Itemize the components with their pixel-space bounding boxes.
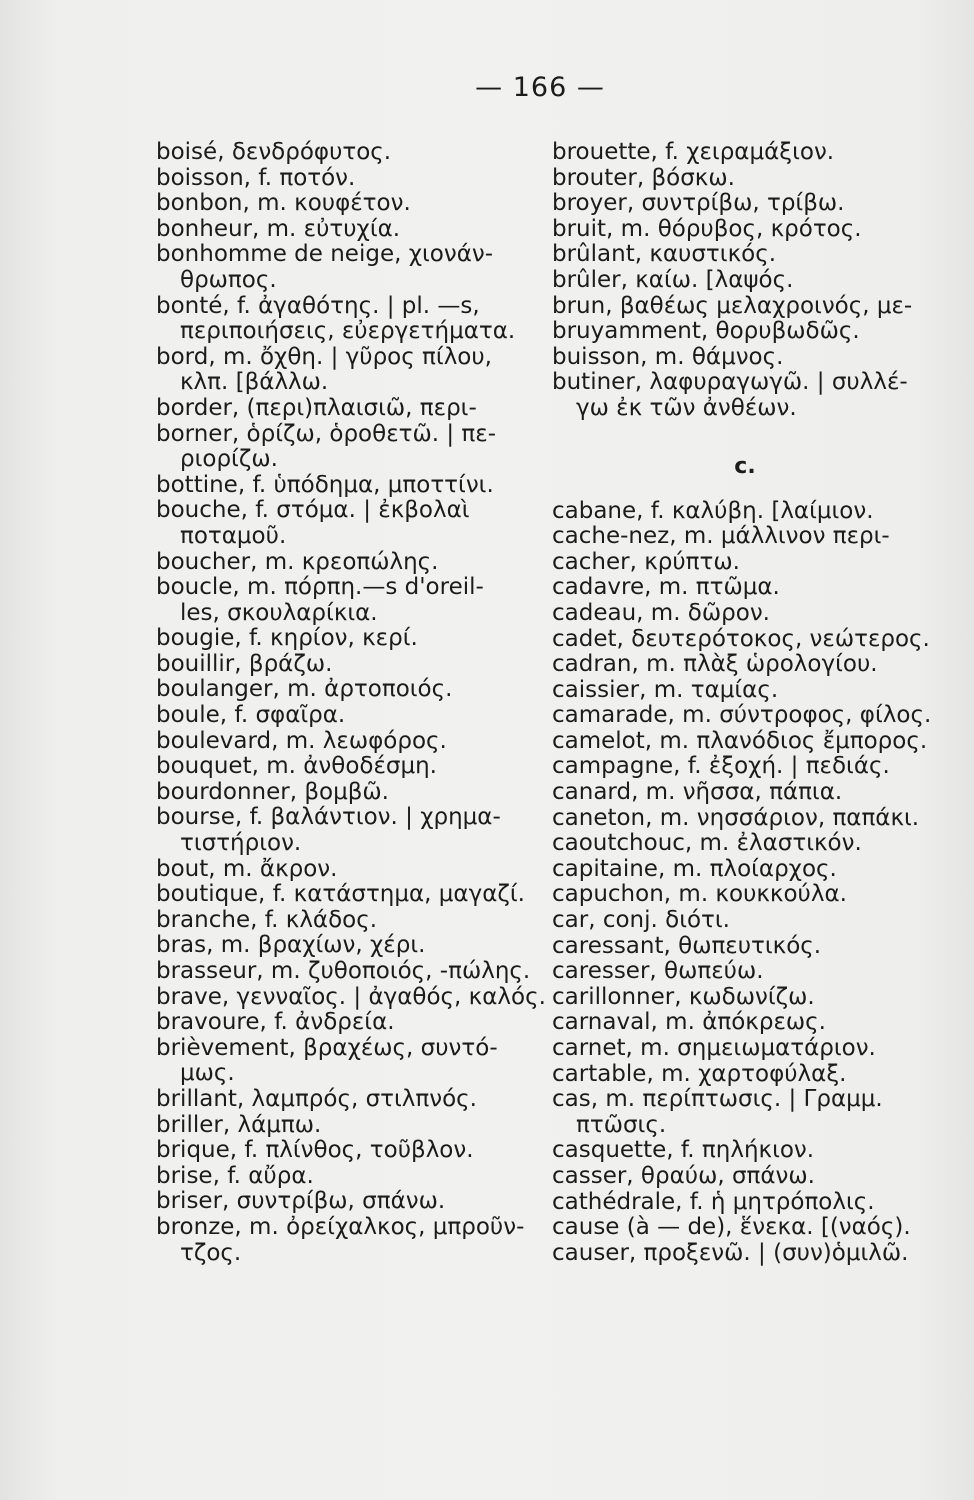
dictionary-entry-line: brouter, βόσκω.: [552, 164, 735, 191]
dictionary-entry-line: carillonner, κωδωνίζω.: [552, 983, 815, 1010]
dictionary-entry-line: bonhomme de neige, χιονάν-: [156, 241, 494, 268]
dictionary-entry-line: borner, ὁρίζω, ὁροθετῶ. | πε-: [156, 420, 496, 447]
dictionary-entry-line: bourse, f. βαλάντιον. | χρημα-: [156, 804, 501, 831]
right-column-c-entries: [552, 499, 938, 1267]
dictionary-entry-line: brouette, f. χειραμάξιον.: [552, 139, 835, 165]
dictionary-entry-line: caressant, θωπευτικός.: [552, 932, 822, 959]
dictionary-entry-line: boulevard, m. λεωφόρος.: [156, 727, 447, 754]
dictionary-entry-line: brûlant, καυστικός.: [552, 241, 777, 268]
dictionary-entry-line: bouillir, βράζω.: [156, 650, 333, 677]
dictionary-entry-line: border, (περι)πλαισιῶ, περι-: [156, 394, 477, 421]
dictionary-entry-line: camelot, m. πλανόδιος ἔμπορος.: [552, 727, 928, 754]
dictionary-entry-line: bonheur, m. εὐτυχία.: [156, 215, 401, 242]
page-number: — 166 —: [475, 72, 605, 103]
dictionary-entry-line: branche, f. κλάδος.: [156, 906, 378, 933]
dictionary-entry-line: briller, λάμπω.: [156, 1111, 322, 1138]
dictionary-entry-line: capitaine, m. πλοίαρχος.: [552, 855, 837, 882]
dictionary-entry-line: brièvement, βραχέως, συντό-: [156, 1034, 498, 1061]
dictionary-entry-line: causer, προξενῶ. | (συν)ὁμιλῶ.: [552, 1239, 909, 1266]
dictionary-entry-line: cadet, δευτερότοκος, νεώτερος.: [552, 625, 930, 652]
dictionary-entry-line: cas, m. περίπτωσις. | Γραμμ.: [552, 1086, 883, 1113]
entry-continuation-line: θρωπος.: [180, 266, 277, 293]
right-column-b-entries: [552, 140, 938, 422]
entry-continuation-line: πτῶσις.: [576, 1111, 667, 1138]
section-letter-c: c.: [734, 453, 756, 479]
dictionary-entry-line: bruyamment, θορυβωδῶς.: [552, 318, 860, 345]
dictionary-entry-line: caissier, m. ταμίας.: [552, 676, 779, 703]
left-column: [156, 139, 546, 1266]
entry-continuation-line: περιποιήσεις, εὐεργετήματα.: [180, 318, 516, 345]
dictionary-entry-line: bougie, f. κηρίον, κερί.: [156, 625, 418, 652]
dictionary-entry-line: briser, συντρίβω, σπάνω.: [156, 1188, 446, 1215]
dictionary-entry-line: boulanger, m. ἀρτοποιός.: [156, 676, 453, 703]
dictionary-entry-line: bras, m. βραχίων, χέρι.: [156, 932, 426, 959]
dictionary-entry-line: bonbon, m. κουφέτον.: [156, 190, 411, 217]
dictionary-entry-line: casquette, f. πηλήκιον.: [552, 1137, 815, 1164]
dictionary-entry-line: brasseur, m. ζυθοποιός, -πώλης.: [156, 958, 531, 984]
dictionary-entry-line: bouquet, m. ἀνθοδέσμη.: [156, 753, 437, 780]
dictionary-entry-line: brique, f. πλίνθος, τοῦβλον.: [156, 1137, 474, 1164]
dictionary-entry-line: boisson, f. ποτόν.: [156, 164, 356, 191]
dictionary-entry-line: caneton, m. νησσάριον, παπάκι.: [552, 804, 920, 831]
dictionary-entry-line: car, conj. διότι.: [552, 907, 730, 934]
dictionary-entry-line: brillant, λαμπρός, στιλπνός.: [156, 1085, 477, 1112]
dictionary-entry-line: campagne, f. ἐξοχή. | πεδιάς.: [552, 753, 890, 780]
dictionary-entry-line: cartable, m. χαρτοφύλαξ.: [552, 1060, 847, 1087]
dictionary-entry-line: bronze, m. ὀρείχαλκος, μπροῦν-: [156, 1213, 525, 1240]
dictionary-entry-line: canard, m. νῆσσα, πάπια.: [552, 779, 843, 806]
dictionary-entry-line: cabane, f. καλύβη. [λαίμιον.: [552, 497, 874, 524]
dictionary-entry-line: bonté, f. ἀγαθότης. | pl. —s,: [156, 292, 480, 319]
dictionary-entry-line: capuchon, m. κουκκούλα.: [552, 881, 847, 908]
dictionary-entry-line: brûler, καίω. [λαψός.: [552, 266, 794, 293]
dictionary-entry-line: caresser, θωπεύω.: [552, 958, 764, 985]
entry-continuation-line: τιστήριον.: [180, 830, 302, 857]
dictionary-entry-line: boutique, f. κατάστημα, μαγαζί.: [156, 881, 525, 908]
entry-continuation-line: les, σκουλαρίκια.: [180, 599, 378, 626]
entry-continuation-line: ποταμοῦ.: [180, 522, 287, 549]
dictionary-entry-line: bourdonner, βομβῶ.: [156, 778, 389, 805]
entry-continuation-line: γω ἐκ τῶν ἀνθέων.: [576, 394, 797, 421]
dictionary-entry-line: boule, f. σφαῖρα.: [156, 702, 346, 729]
dictionary-entry-line: bottine, f. ὑπόδημα, μποττίνι.: [156, 471, 494, 498]
dictionary-entry-line: brise, f. αὔρα.: [156, 1162, 314, 1189]
dictionary-entry-line: buisson, m. θάμνος.: [552, 343, 784, 370]
dictionary-entry-line: boucher, m. κρεοπώλης.: [156, 548, 439, 575]
dictionary-entry-line: caoutchouc, m. ἐλαστικόν.: [552, 830, 862, 857]
dictionary-entry-line: brave, γενναῖος. | ἀγαθός, καλός.: [156, 983, 546, 1010]
dictionary-entry-line: boisé, δενδρόφυτος.: [156, 139, 392, 165]
dictionary-entry-line: cadran, m. πλὰξ ὡρολογίου.: [552, 651, 878, 678]
dictionary-entry-line: cache-nez, m. μάλλινον περι-: [552, 523, 890, 550]
entry-continuation-line: ριορίζω.: [180, 446, 278, 473]
dictionary-entry-line: bout, m. ἄκρον.: [156, 855, 338, 882]
dictionary-entry-line: brun, βαθέως μελαχροινός, με-: [552, 292, 913, 319]
dictionary-entry-line: bouche, f. στόμα. | ἐκβολαὶ: [156, 497, 470, 524]
dictionary-entry-line: bruit, m. θόρυβος, κρότος.: [552, 215, 862, 242]
entry-continuation-line: κλπ. [βάλλω.: [180, 369, 329, 396]
dictionary-entry-line: cadeau, m. δῶρον.: [552, 599, 770, 626]
dictionary-entry-line: carnet, m. σημειωματάριον.: [552, 1035, 876, 1061]
entry-continuation-line: μως.: [180, 1060, 235, 1087]
dictionary-entry-line: broyer, συντρίβω, τρίβω.: [552, 190, 845, 217]
dictionary-entry-line: cathédrale, f. ἡ μητρόπολις.: [552, 1188, 875, 1215]
dictionary-entry-line: camarade, m. σύντροφος, φίλος.: [552, 702, 932, 729]
dictionary-entry-line: boucle, m. πόρπη.—s d'oreil-: [156, 574, 484, 601]
dictionary-entry-line: cacher, κρύπτω.: [552, 548, 740, 575]
dictionary-entry-line: carnaval, m. ἀπόκρεως.: [552, 1009, 826, 1036]
dictionary-entry-line: cadavre, m. πτῶμα.: [552, 574, 780, 601]
right-column: [552, 140, 938, 1266]
dictionary-entry-line: cause (à — de), ἕνεκα. [(ναός).: [552, 1214, 911, 1241]
dictionary-entry-line: bord, m. ὄχθη. | γῦρος πίλου,: [156, 343, 492, 370]
dictionary-entry-line: bravoure, f. ἀνδρεία.: [156, 1009, 395, 1036]
dictionary-entry-line: casser, θραύω, σπάνω.: [552, 1162, 815, 1189]
entry-continuation-line: τζος.: [180, 1239, 242, 1266]
dictionary-entry-line: butiner, λαφυραγωγῶ. | συλλέ-: [552, 369, 908, 396]
